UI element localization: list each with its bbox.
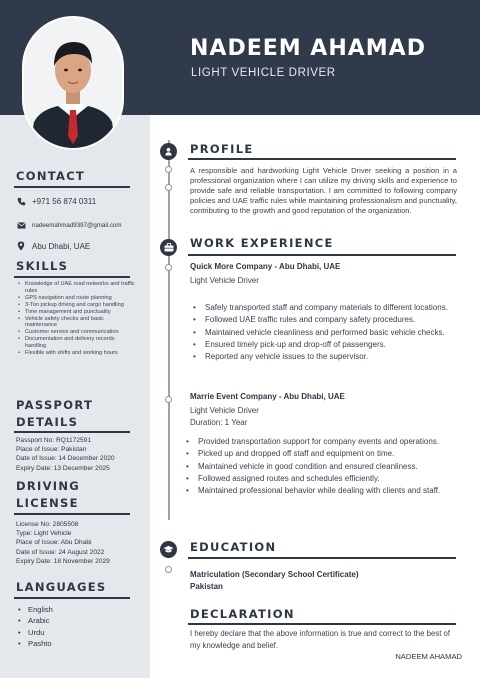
license-number: License No: 2805508 [16,521,79,528]
skill-item: • Flexible with shifts and working hours [18,350,136,357]
briefcase-icon [160,239,177,256]
contact-email [16,222,122,229]
license-issue-date: Date of Issue: 24 August 2022 [16,548,105,556]
timeline-line [168,140,170,520]
job2-duty: • Followed assigned routes and schedules efficiently. [186,473,454,485]
language-item: • Arabic [18,615,53,626]
languages-divider [14,597,130,599]
timeline-dot [165,566,172,573]
skill-item: • Knowledge of UAE road networks and traffic rules [18,281,136,295]
education-country: Pakistan [190,582,223,591]
education-divider [188,557,456,559]
profile-divider [188,158,456,160]
job1-duty: • Maintained vehicle cleanliness and performed basic vehicle checks. [193,327,455,339]
phone-number[interactable]: +971 56 874 0311 [32,197,97,206]
passport-issue-date: Date of Issue: 14 December 2020 [16,455,115,463]
job2-duty: • Picked up and dropped off staff and equipment on time. [186,448,454,460]
passport-number: Passport No: RQ1172591 [16,437,92,444]
passport-details [16,436,138,473]
language-item: • Pashto [18,638,53,649]
passport-place: Place of Issue: Pakistan [16,446,87,454]
license-divider [14,513,130,515]
passport-heading-line1: PASSPORT [16,398,94,412]
contact-heading: CONTACT [16,169,86,183]
experience-divider [188,254,456,256]
license-place: Place of Issue: Abu Dhabi [16,539,92,547]
job2-company: Marrie Event Company - Abu Dhabi, UAE [190,392,345,401]
job2-duration: Duration: 1 Year [190,418,248,427]
job2-role: Light Vehicle Driver [190,406,259,415]
languages-list [18,604,53,650]
declaration-heading: DECLARATION [190,607,295,621]
skill-item: • 3-Ton pickup driving and cargo handling [18,302,136,309]
location-pin-icon [16,241,26,251]
skills-list [18,281,136,357]
job1-duty: • Reported any vehicle issues to the supervisor. [193,351,455,363]
job1-duty: • Safely transported staff and company materials to different locations. [193,302,455,314]
language-item: • English [18,604,53,615]
portrait-illustration [24,18,122,148]
license-type: Type: Light Vehicle [16,530,72,538]
languages-heading: LANGUAGES [16,580,107,594]
passport-heading-line2: DETAILS [16,415,79,429]
contact-location [16,241,90,251]
license-heading-line2: LICENSE [16,496,79,510]
license-details [16,520,138,566]
location-text: Abu Dhabi, UAE [32,241,91,251]
skill-item: • Time management and punctuality [18,309,136,316]
graduation-cap-icon [160,541,177,558]
timeline-dot [165,184,172,191]
job2-duty: • Provided transportation support for company events and operations. [186,436,454,448]
passport-heading [16,397,93,431]
skill-item: • Customer service and communication [18,329,136,336]
license-expiry-date: Expiry Date: 18 November 2029 [16,557,110,565]
declaration-divider [188,623,456,625]
phone-icon [16,197,26,206]
education-degree: Matriculation (Secondary School Certificate) [190,570,359,579]
job2-duties [186,436,454,497]
job1-duties [193,302,455,363]
skills-divider [14,276,130,278]
profile-photo [22,16,124,150]
job1-company: Quick More Company - Abu Dhabi, UAE [190,262,341,271]
email-address[interactable]: nadeemahmad9397@gmail.com [32,222,122,229]
email-icon [16,222,26,229]
job1-duty: • Followed UAE traffic rules and company safety procedures. [193,314,455,326]
job2-duty: • Maintained vehicle in good condition and ensured cleanliness. [186,461,454,473]
job1-duty: • Ensured timely pick-up and drop-off of passengers. [193,339,455,351]
skill-item: • GPS navigation and route planning [18,295,136,302]
timeline-dot [165,264,172,271]
contact-phone [16,197,96,206]
person-icon [160,143,177,160]
passport-divider [14,431,130,433]
experience-heading: WORK EXPERIENCE [190,236,334,250]
license-heading-line1: DRIVING [16,479,81,493]
job1-role: Light Vehicle Driver [190,276,259,285]
language-item: • Urdu [18,627,53,638]
job2-duty: • Maintained professional behavior while dealing with clients and staff. [186,485,454,497]
declaration-text: I hereby declare that the above information is true and correct to the best of my knowledge and belief. [190,629,451,650]
timeline-dot [165,396,172,403]
contact-divider [14,186,130,188]
skill-item: • Documentation and delivery records handling [18,336,136,350]
passport-expiry-date: Expiry Date: 13 December 2025 [16,464,110,472]
job-title: LIGHT VEHICLE DRIVER [191,67,336,79]
profile-summary: A responsible and hardworking Light Vehicle Driver seeking a position in a professional organization where I can utilize my driving skills and experience to provide safe and reliable transportation. I am committed to following company policies and UAE traffic rules while maintaining professionalism and punctuality, contributing to the growth and good reputation of the organization. [190,166,457,216]
profile-heading: PROFILE [190,142,254,156]
signature-name: NADEEM AHAMAD [395,652,462,661]
skills-heading: SKILLS [16,259,69,273]
candidate-name: NADEEM AHAMAD [190,36,426,61]
skill-item: • Vehicle safety checks and basic maintenance [18,316,136,330]
timeline-dot [165,166,172,173]
education-heading: EDUCATION [190,540,277,554]
license-heading [16,478,80,512]
